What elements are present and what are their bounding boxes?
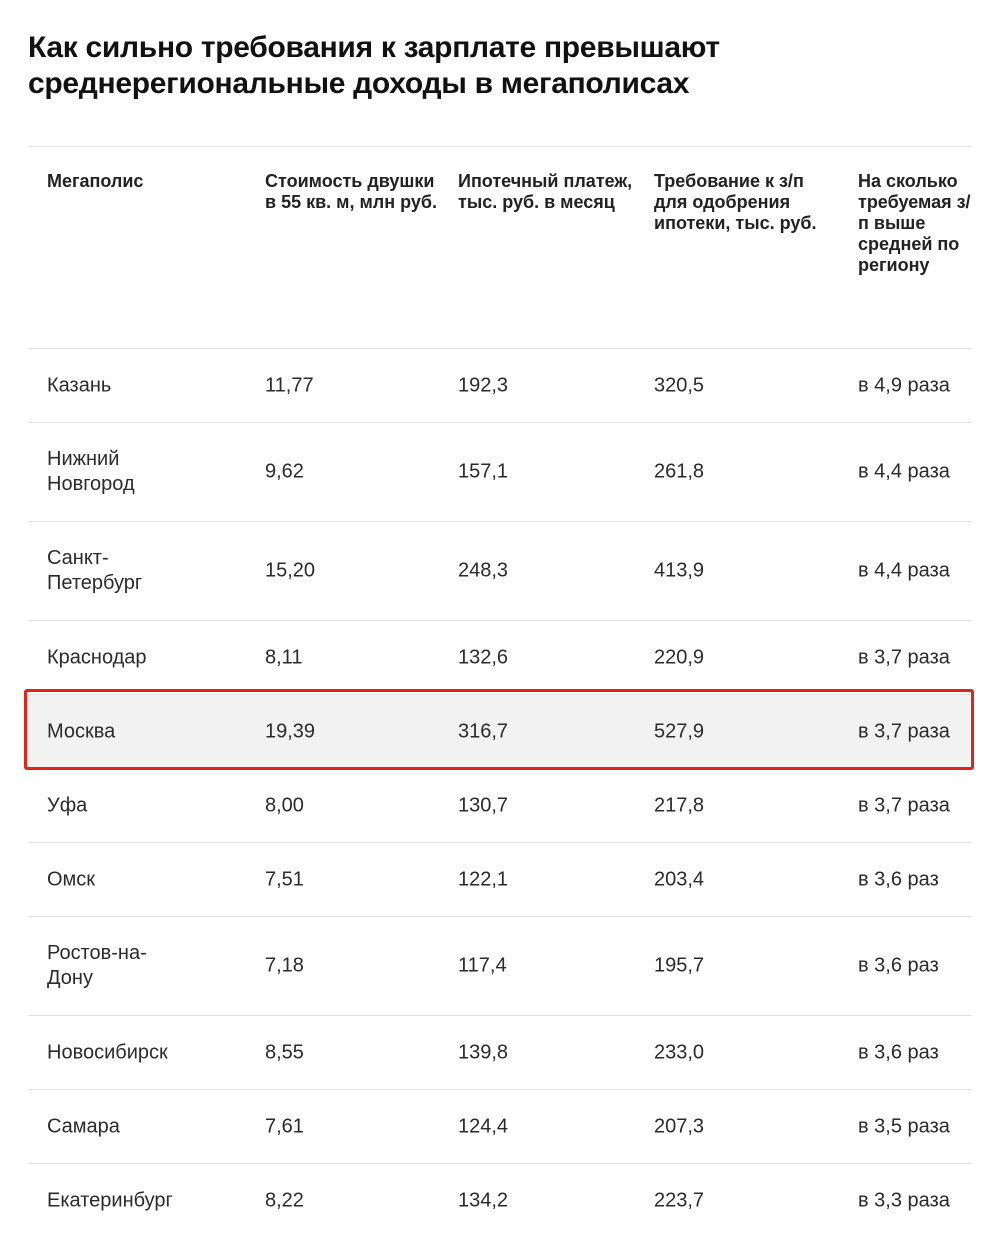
cell-payment: 316,7 — [458, 720, 509, 742]
table-row — [28, 768, 972, 842]
cell-ratio: в 4,9 раза — [858, 374, 950, 396]
cell-payment: 117,4 — [458, 954, 507, 977]
cell-price: 9,62 — [265, 460, 304, 483]
table-row — [28, 422, 972, 521]
cell-salary: 320,5 — [654, 374, 705, 396]
cell-price: 8,11 — [265, 646, 303, 668]
page-title: Как сильно требования к зарплате превышают среднерегиональные доходы в мегаполисах — [28, 31, 720, 100]
data-table — [28, 146, 972, 1237]
header-price: Стоимость двушки в 55 кв. м, млн руб. — [265, 171, 437, 212]
cell-city: Краснодар — [47, 646, 147, 668]
cell-payment: 248,3 — [458, 559, 509, 582]
cell-ratio: в 3,7 раза — [858, 720, 950, 742]
cell-city: Казань — [47, 374, 112, 396]
cell-ratio: в 4,4 раза — [858, 559, 950, 582]
cell-salary: 207,3 — [654, 1115, 705, 1137]
cell-salary: 203,4 — [654, 868, 705, 890]
cell-price: 7,61 — [265, 1115, 304, 1137]
cell-payment: 130,7 — [458, 794, 509, 816]
cell-city: Екатеринбург — [47, 1189, 173, 1211]
cell-city: Москва — [47, 720, 116, 742]
header-ratio: На сколько требуемая з/п выше средней по региону — [858, 171, 971, 275]
cell-city: Новосибирск — [47, 1041, 168, 1063]
cell-salary: 413,9 — [654, 559, 705, 582]
cell-city: Самара — [47, 1115, 120, 1137]
table-row — [28, 1089, 972, 1163]
cell-city: Уфа — [47, 794, 88, 816]
cell-city: Нижний Новгород — [47, 448, 135, 495]
cell-ratio: в 3,3 раза — [858, 1189, 950, 1211]
cell-ratio: в 3,7 раза — [858, 794, 950, 816]
cell-salary: 195,7 — [654, 954, 705, 977]
cell-price: 8,22 — [265, 1189, 304, 1211]
header-salary: Требование к з/п для одобрения ипотеки, тыс. руб. — [654, 171, 817, 233]
header-payment: Ипотечный платеж, тыс. руб. в месяц — [458, 171, 633, 212]
cell-price: 7,51 — [265, 868, 304, 890]
cell-city: Санкт-Петербург — [47, 547, 143, 594]
cell-ratio: в 3,7 раза — [858, 646, 950, 668]
cell-price: 7,18 — [265, 954, 304, 977]
table-row — [28, 916, 972, 1015]
cell-payment: 122,1 — [458, 868, 509, 890]
table-row — [28, 1015, 972, 1089]
cell-salary: 261,8 — [654, 460, 705, 483]
cell-price: 19,39 — [265, 720, 316, 742]
cell-price: 15,20 — [265, 559, 316, 582]
cell-payment: 132,6 — [458, 646, 509, 668]
cell-payment: 192,3 — [458, 374, 509, 396]
table-row — [28, 620, 972, 694]
cell-price: 8,00 — [265, 794, 304, 816]
cell-salary: 217,8 — [654, 794, 705, 816]
cell-city: Омск — [47, 868, 96, 890]
cell-ratio: в 4,4 раза — [858, 460, 950, 483]
cell-payment: 139,8 — [458, 1041, 509, 1063]
table-row — [28, 348, 972, 422]
cell-payment: 134,2 — [458, 1189, 509, 1211]
table-row — [28, 1163, 972, 1237]
cell-salary: 233,0 — [654, 1041, 705, 1063]
cell-payment: 157,1 — [458, 460, 509, 483]
table-header-row — [28, 146, 972, 348]
cell-ratio: в 3,5 раза — [858, 1115, 950, 1137]
cell-city: Ростов-на-Дону — [47, 942, 147, 989]
cell-ratio: в 3,6 раз — [858, 954, 939, 977]
cell-salary: 220,9 — [654, 646, 705, 668]
table-row — [28, 521, 972, 620]
cell-salary: 527,9 — [654, 720, 705, 742]
cell-payment: 124,4 — [458, 1115, 509, 1137]
cell-ratio: в 3,6 раз — [858, 1041, 939, 1063]
cell-ratio: в 3,6 раз — [858, 868, 939, 890]
table-row — [28, 694, 972, 768]
cell-price: 11,77 — [265, 374, 314, 396]
cell-price: 8,55 — [265, 1041, 304, 1063]
table-body — [28, 348, 972, 1237]
cell-salary: 223,7 — [654, 1189, 705, 1211]
table-row — [28, 842, 972, 916]
header-city: Мегаполис — [47, 171, 144, 191]
